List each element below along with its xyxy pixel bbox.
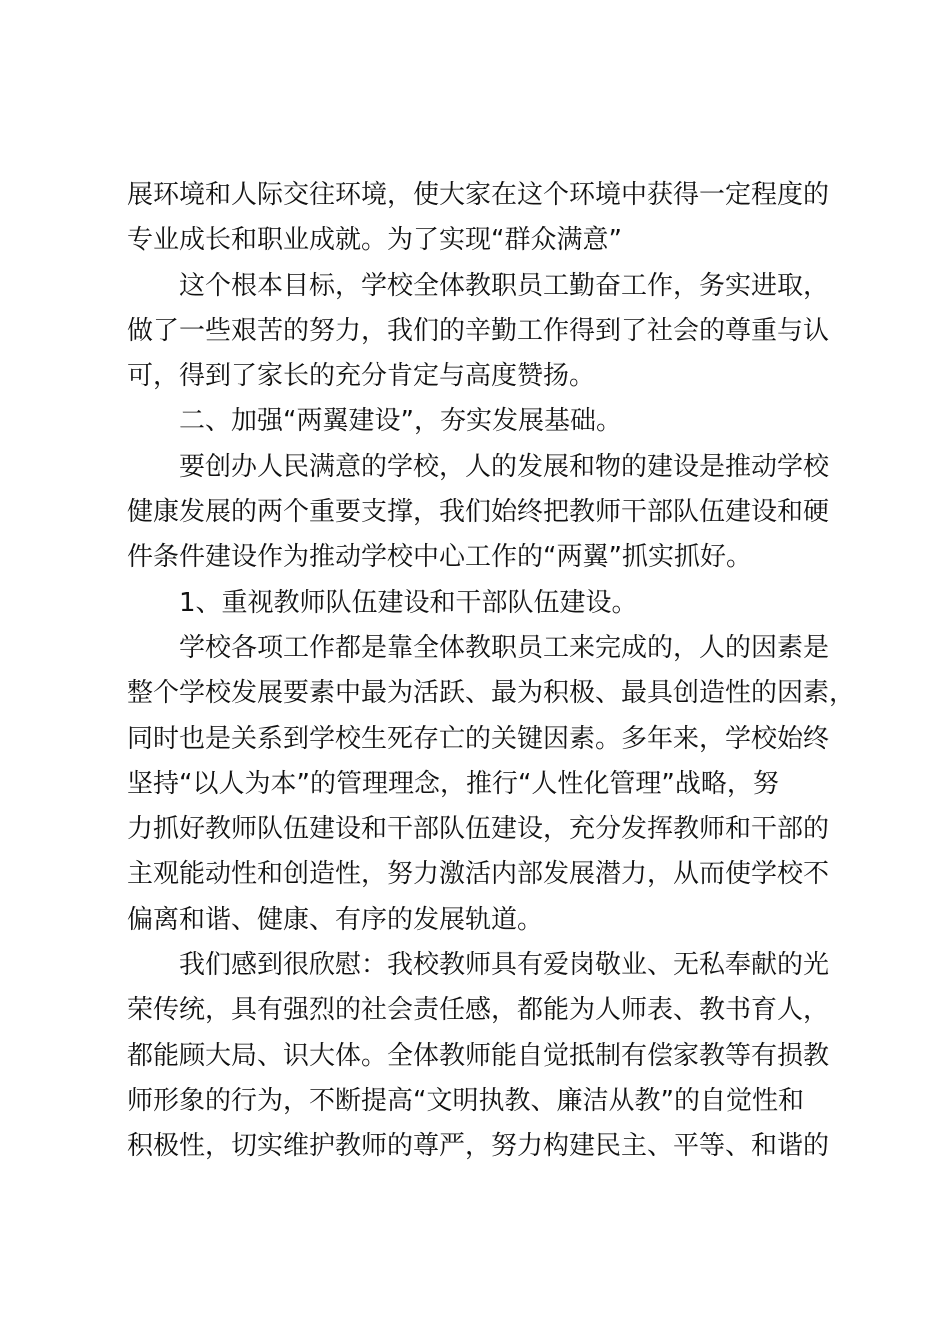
text-line: 二、加强“两翼建设”，夯实发展基础。: [179, 406, 622, 437]
text-line: 整个学校发展要素中最为活跃、最为积极、最具创造性的因素，: [127, 678, 856, 709]
text-line: 这个根本目标，学校全体教职员工勤奋工作，务实进取，: [179, 270, 830, 301]
text-line: 健康发展的两个重要支撑，我们始终把教师干部队伍建设和硬: [127, 497, 830, 528]
text-line: 力抓好教师队伍建设和干部队伍建设，充分发挥教师和干部的: [127, 814, 830, 845]
text-line: 做了一些艰苦的努力，我们的辛勤工作得到了社会的尊重与认: [127, 315, 830, 346]
text-line: 坚持“以人为本”的管理理念，推行“人性化管理”战略，努: [127, 768, 779, 799]
text-line: 展环境和人际交往环境，使大家在这个环境中获得一定程度的: [127, 180, 830, 210]
text-line: 要创办人民满意的学校，人的发展和物的建设是推动学校: [179, 451, 830, 482]
text-line: 学校各项工作都是靠全体教职员工来完成的，人的因素是: [179, 632, 830, 663]
text-line: 荣传统，具有强烈的社会责任感，都能为人师表、教书育人，: [127, 995, 830, 1026]
text-line: 同时也是关系到学校生死存亡的关键因素。多年来，学校始终: [127, 723, 830, 754]
text-line: 都能顾大局、识大体。全体教师能自觉抵制有偿家教等有损教: [127, 1040, 830, 1071]
text-line: 1、重视教师队伍建设和干部队伍建设。: [179, 587, 638, 618]
body-text: [127, 173, 887, 1170]
text-line: 师形象的行为，不断提高“文明执教、廉洁从教”的自觉性和: [127, 1085, 804, 1116]
text-line: 我们感到很欣慰：我校教师具有爱岗敬业、无私奉献的光: [179, 950, 830, 981]
text-line: 专业成长和职业成就。为了实现“群众满意”: [127, 225, 622, 256]
text-line: 偏离和谐、健康、有序的发展轨道。: [127, 904, 544, 935]
text-line: 件条件建设作为推动学校中心工作的“两翼”抓实抓好。: [127, 542, 752, 573]
text-line: 积极性，切实维护教师的尊严，努力构建民主、平等、和谐的: [127, 1131, 830, 1162]
text-line: 可，得到了家长的充分肯定与高度赞扬。: [127, 361, 596, 392]
text-line: 主观能动性和创造性，努力激活内部发展潜力，从而使学校不: [127, 859, 830, 890]
